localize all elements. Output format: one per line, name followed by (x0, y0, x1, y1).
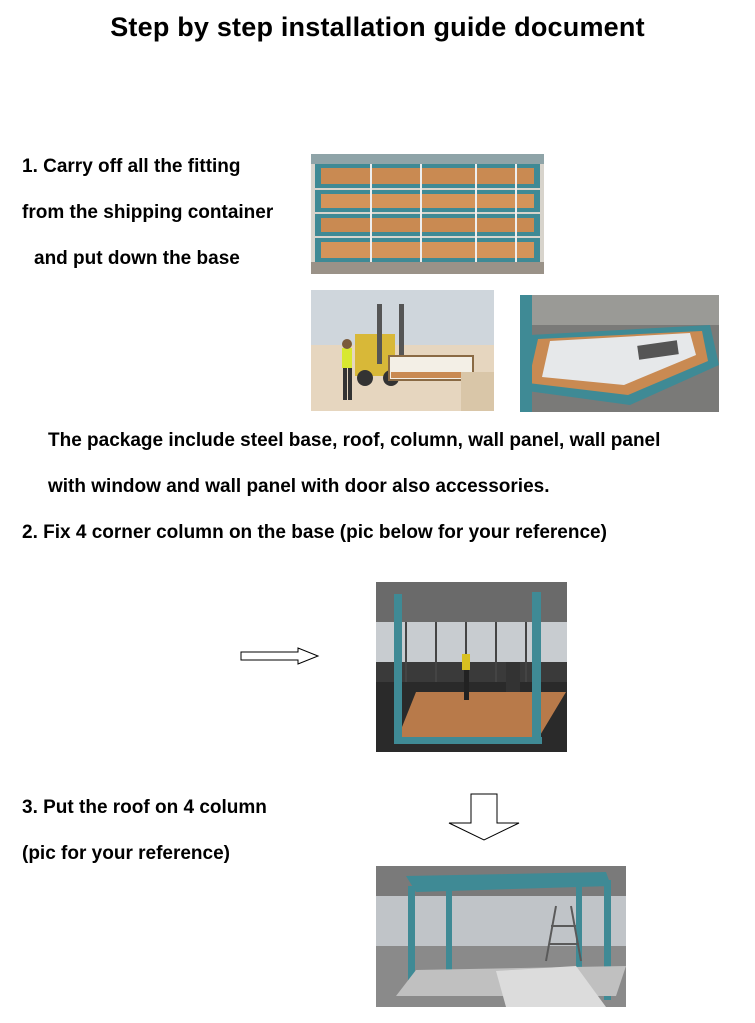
photo-roof-on-columns (376, 866, 626, 1007)
photo-forklift (311, 290, 494, 411)
photo-corner-columns (376, 582, 567, 752)
step1-line3: and put down the base (34, 248, 240, 269)
step3-line1: 3. Put the roof on 4 column (22, 797, 267, 818)
package-line1: The package include steel base, roof, column, wall panel, wall panel (48, 430, 661, 451)
photo-base-with-panel (520, 295, 719, 412)
package-line2: with window and wall panel with door also accessories. (48, 476, 550, 497)
arrow-right-icon (240, 647, 320, 665)
photo-packed-panels (311, 154, 544, 274)
step2-line1: 2. Fix 4 corner column on the base (pic below for your reference) (22, 522, 607, 543)
step3-line2: (pic for your reference) (22, 843, 230, 864)
step1-line2: from the shipping container (22, 202, 274, 223)
page-title: Step by step installation guide document (110, 12, 645, 42)
arrow-down-icon (447, 793, 521, 841)
step1-line1: 1. Carry off all the fitting (22, 156, 241, 177)
